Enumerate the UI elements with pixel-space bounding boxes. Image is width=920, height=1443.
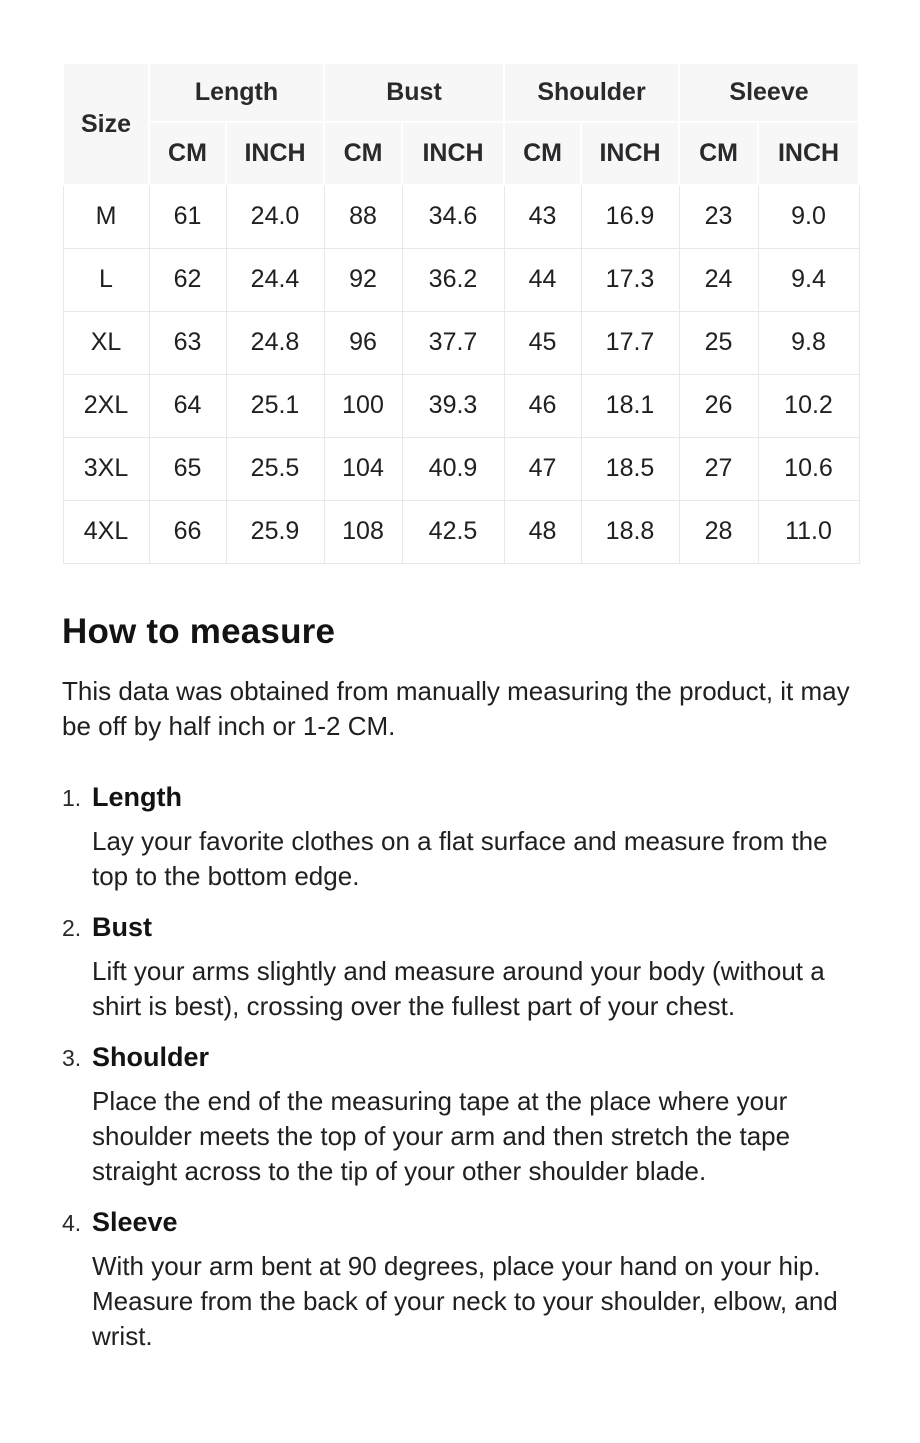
list-item bbox=[62, 782, 858, 894]
measurement-cell: 27 bbox=[679, 437, 758, 500]
measurement-cell: 25.5 bbox=[226, 437, 324, 500]
step-number: 1. bbox=[62, 784, 82, 811]
step-term: Length bbox=[92, 781, 182, 812]
table-row bbox=[63, 437, 859, 500]
unit-header: CM bbox=[504, 122, 581, 185]
size-cell: 4XL bbox=[63, 500, 149, 563]
measurement-cell: 18.8 bbox=[581, 500, 679, 563]
unit-header: INCH bbox=[581, 122, 679, 185]
step-number: 2. bbox=[62, 914, 82, 941]
measure-steps-list bbox=[62, 782, 858, 1354]
measurement-cell: 96 bbox=[324, 311, 402, 374]
measurement-cell: 65 bbox=[149, 437, 226, 500]
step-description: Lift your arms slightly and measure around your body (without a shirt is best), crossing over the fullest part of your chest. bbox=[92, 955, 825, 1021]
unit-header: INCH bbox=[226, 122, 324, 185]
measurement-cell: 100 bbox=[324, 374, 402, 437]
column-group-header-shoulder: Shoulder bbox=[504, 63, 679, 122]
measurement-cell: 23 bbox=[679, 185, 758, 248]
measurement-cell: 25.1 bbox=[226, 374, 324, 437]
measurement-cell: 88 bbox=[324, 185, 402, 248]
measurement-cell: 63 bbox=[149, 311, 226, 374]
measurement-cell: 26 bbox=[679, 374, 758, 437]
measurement-cell: 61 bbox=[149, 185, 226, 248]
step-header bbox=[62, 912, 858, 943]
measurement-cell: 43 bbox=[504, 185, 581, 248]
measurement-cell: 10.2 bbox=[758, 374, 859, 437]
list-item bbox=[62, 1042, 858, 1189]
step-number: 4. bbox=[62, 1209, 82, 1236]
unit-header: CM bbox=[149, 122, 226, 185]
unit-header: INCH bbox=[758, 122, 859, 185]
size-chart-table bbox=[62, 62, 860, 564]
measurement-cell: 17.7 bbox=[581, 311, 679, 374]
measurement-cell: 17.3 bbox=[581, 248, 679, 311]
section-intro: This data was obtained from manually measuring the product, it may be off by half inch or 1-2 CM. bbox=[62, 675, 850, 741]
measurement-cell: 46 bbox=[504, 374, 581, 437]
measurement-cell: 24.8 bbox=[226, 311, 324, 374]
table-row bbox=[63, 374, 859, 437]
measurement-cell: 18.5 bbox=[581, 437, 679, 500]
measurement-cell: 62 bbox=[149, 248, 226, 311]
measurement-cell: 42.5 bbox=[402, 500, 504, 563]
unit-header: CM bbox=[679, 122, 758, 185]
step-term: Bust bbox=[92, 911, 152, 942]
measurement-cell: 47 bbox=[504, 437, 581, 500]
step-description: Lay your favorite clothes on a flat surface and measure from the top to the bottom edge. bbox=[92, 825, 828, 891]
step-number: 3. bbox=[62, 1044, 82, 1071]
measurement-cell: 24.4 bbox=[226, 248, 324, 311]
size-cell: M bbox=[63, 185, 149, 248]
table-row bbox=[63, 500, 859, 563]
measurement-cell: 24 bbox=[679, 248, 758, 311]
table-row bbox=[63, 248, 859, 311]
measurement-cell: 25 bbox=[679, 311, 758, 374]
column-group-header-sleeve: Sleeve bbox=[679, 63, 859, 122]
size-cell: 3XL bbox=[63, 437, 149, 500]
measurement-cell: 36.2 bbox=[402, 248, 504, 311]
size-cell: L bbox=[63, 248, 149, 311]
size-cell: XL bbox=[63, 311, 149, 374]
list-item bbox=[62, 912, 858, 1024]
measurement-cell: 24.0 bbox=[226, 185, 324, 248]
measurement-cell: 28 bbox=[679, 500, 758, 563]
size-cell: 2XL bbox=[63, 374, 149, 437]
column-group-header-length: Length bbox=[149, 63, 324, 122]
section-title: How to measure bbox=[62, 611, 336, 651]
step-term: Shoulder bbox=[92, 1041, 210, 1072]
measurement-cell: 9.0 bbox=[758, 185, 859, 248]
measurement-cell: 16.9 bbox=[581, 185, 679, 248]
measurement-cell: 10.6 bbox=[758, 437, 859, 500]
measurement-cell: 18.1 bbox=[581, 374, 679, 437]
measurement-cell: 34.6 bbox=[402, 185, 504, 248]
measurement-cell: 39.3 bbox=[402, 374, 504, 437]
measurement-cell: 9.4 bbox=[758, 248, 859, 311]
step-description: With your arm bent at 90 degrees, place your hand on your hip. Measure from the back of your neck to your shoulder, elbow, and wrist. bbox=[92, 1250, 838, 1351]
table-corner-header: Size bbox=[63, 63, 149, 185]
step-description: Place the end of the measuring tape at the place where your shoulder meets the top of your arm and then stretch the tape straight across to the tip of your other shoulder blade. bbox=[92, 1085, 791, 1186]
step-header bbox=[62, 1042, 858, 1073]
measurement-cell: 37.7 bbox=[402, 311, 504, 374]
measurement-cell: 9.8 bbox=[758, 311, 859, 374]
measurement-cell: 104 bbox=[324, 437, 402, 500]
measurement-cell: 64 bbox=[149, 374, 226, 437]
table-row bbox=[63, 311, 859, 374]
measurement-cell: 108 bbox=[324, 500, 402, 563]
measurement-cell: 92 bbox=[324, 248, 402, 311]
unit-header: INCH bbox=[402, 122, 504, 185]
measurement-cell: 40.9 bbox=[402, 437, 504, 500]
measurement-cell: 44 bbox=[504, 248, 581, 311]
column-group-header-bust: Bust bbox=[324, 63, 504, 122]
measurement-cell: 48 bbox=[504, 500, 581, 563]
step-term: Sleeve bbox=[92, 1206, 178, 1237]
measurement-cell: 25.9 bbox=[226, 500, 324, 563]
step-header bbox=[62, 782, 858, 813]
measurement-cell: 45 bbox=[504, 311, 581, 374]
unit-header: CM bbox=[324, 122, 402, 185]
measurement-cell: 11.0 bbox=[758, 500, 859, 563]
measurement-cell: 66 bbox=[149, 500, 226, 563]
list-item bbox=[62, 1207, 858, 1354]
table-row bbox=[63, 185, 859, 248]
step-header bbox=[62, 1207, 858, 1238]
